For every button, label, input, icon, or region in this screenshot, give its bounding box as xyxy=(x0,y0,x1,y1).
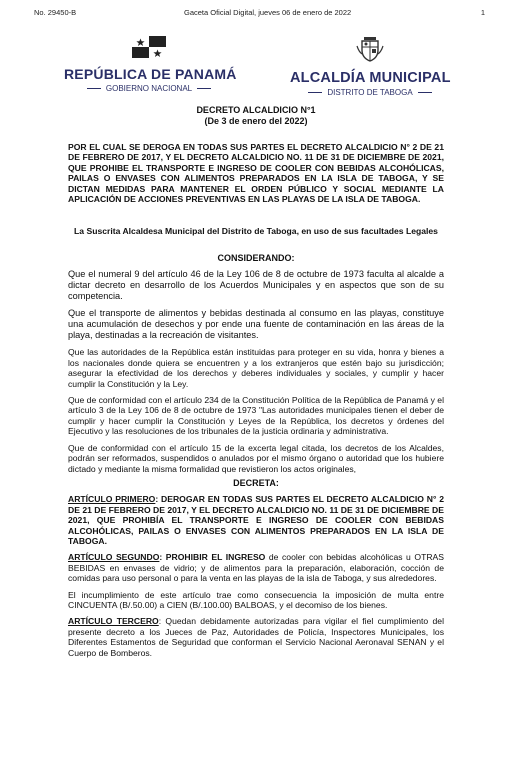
decree-title: DECRETO ALCALDICIO N°1 xyxy=(196,105,316,115)
decree-date: (De 3 de enero del 2022) xyxy=(204,116,308,126)
gazette-title: Gaceta Oficial Digital, jueves 06 de enero de 2022 xyxy=(184,8,352,17)
article-2 xyxy=(68,552,444,583)
considerando-paragraph-4: Que de conformidad con el artículo 234 de la Constitución Política de la República de Panamá y el artículo 3 de la Ley 106 de 8 de octubre de 1973 "Las autoridades municipales tienen el deber de cumplir y hacer cumplir la Constitución y Leyes de la República, los decretos y órdenes del Ejecutivo y las resoluciones de los tribunales de la justicia ordinaria y administrativa. xyxy=(68,395,444,437)
considerando-paragraph-2: Que el transporte de alimentos y bebidas destinada al consumo en las playas, constituye una acumulación de desechos y por ende una fuente de contaminación en las áreas de la playa, destinadas a la recreación de visitantes. xyxy=(68,308,444,341)
coat-of-arms-icon xyxy=(355,36,385,62)
article-1-label: ARTÍCULO PRIMERO xyxy=(68,494,156,505)
municipal-logo xyxy=(290,36,450,97)
article-2-label: ARTÍCULO SEGUNDO xyxy=(68,552,160,563)
republic-subtitle: GOBIERNO NACIONAL xyxy=(64,84,234,93)
article-2-bold: : PROHIBIR EL INGRESO xyxy=(159,552,266,563)
panama-flag-icon xyxy=(132,36,166,58)
article-3-text: : Quedan debidamente autorizadas para vigilar el fiel cumplimiento del presente decreto a los Jueces de Paz, Autoridades de Policía, Inspectores Municipales, los Diferentes Estamentos de Seguridad que conforman el Servicio Nacional Aeronaval SENAN y el Cuerpo de Bomberos. xyxy=(68,616,444,658)
considerando-paragraph-1: Que el numeral 9 del artículo 46 de la Ley 106 de 8 de octubre de 1973 faculta al alcalde a dictar decreto en desarrollo de los Acuerdos Municipales y en aspectos que son de su competencia. xyxy=(68,269,444,302)
republic-name: REPÚBLICA DE PANAMÁ xyxy=(64,66,237,82)
decree-summary: POR EL CUAL SE DEROGA EN TODAS SUS PARTES EL DECRETO ALCALDICIO N° 2 DE 21 DE FEBRERO DE 2017, Y EL DECRETO ALCALDICIO NO. 11 DE 31 DE DICIEMBRE DE 2021, QUE PROHIBE EL TRANSPORTE E INGRESO DE COOLER CON BEBIDAS ALCOHÓLICAS, PAILAS O ENVASES CON ALIMENTOS PREPARADOS EN LA ISLA DE TABOGA, Y SE DICTAN MEDIDAS PARA MANTENER EL ORDEN PÚBLICO Y SOCIAL MEDIANTE LA APLICACIÓN DE ACCIONES PREVENTIVAS EN LAS PLAYAS DE LA ISLA DE TABOGA. xyxy=(68,142,444,205)
decree-body xyxy=(68,105,444,658)
considerando-paragraph-3: Que las autoridades de la República están instituidas para proteger en su vida, honra y bienes a los nacionales donde quiera se encuentren y a los extranjeros que estén bajo su jurisdicción; asegurar la efectividad de los derechos y deberes individuales y sociales, y cumplir y hacer cumplir la Constitución y la Ley. xyxy=(68,347,444,389)
municipality-name: ALCALDÍA MUNICIPAL xyxy=(290,70,451,86)
signer-statement: La Suscrita Alcaldesa Municipal del Distrito de Taboga, en uso de sus facultades Legales xyxy=(74,226,438,237)
considerando-heading: CONSIDERANDO: xyxy=(217,253,295,264)
decreta-heading: DECRETA: xyxy=(233,477,279,488)
article-3 xyxy=(68,616,444,658)
municipality-subtitle: DISTRITO DE TABOGA xyxy=(290,88,450,97)
page-number: 1 xyxy=(480,8,485,17)
article-3-label: ARTÍCULO TERCERO xyxy=(68,616,159,627)
republic-logo xyxy=(64,36,237,93)
considerando-paragraph-5: Que de conformidad con el artículo 15 de la excerta legal citada, los decretos de los Alcaldes, podrán ser reformados, suspendidos o anulados por el mismo órgano o autoridad que los hubiere dictado y mediante la misma formalidad que revistieron los actos originales, xyxy=(68,442,444,474)
penalty-paragraph: El incumplimiento de este artículo trae como consecuencia la imposición de multa entre CINCUENTA (B/.50.00) a CIEN (B/.100.00) BALBOAS, y el decomiso de los bienes. xyxy=(68,589,444,610)
article-1 xyxy=(68,494,444,546)
gazette-number: No. 29450-B xyxy=(34,8,77,17)
article-1-text: : DEROGAR EN TODAS SUS PARTES EL DECRETO ALCALDICIO N° 2 DE 21 DE FEBRERO DE 2017, Y EL DECRETO ALCALDICIO NO. 11 DE 31 DE DICIEMBRE DE 2021, QUE PROHIBÍA EL TRANSPORTE E INGRESO DE COOLER CON BEBIDAS ALCOHÓLICAS, PAILAS O ENVASES CON ALIMENTOS PREPARADOS EN LA ISLA DE TABOGA. xyxy=(68,494,444,546)
article-2-text: de cooler con bebidas alcohólicas u OTRAS BEBIDAS en envases de vidrio; y de alimentos para la preparación, elaboración, cocción de comidas para uso personal o para la venta en las playas de la isla de Taboga, y sus alrededores. xyxy=(68,552,444,584)
